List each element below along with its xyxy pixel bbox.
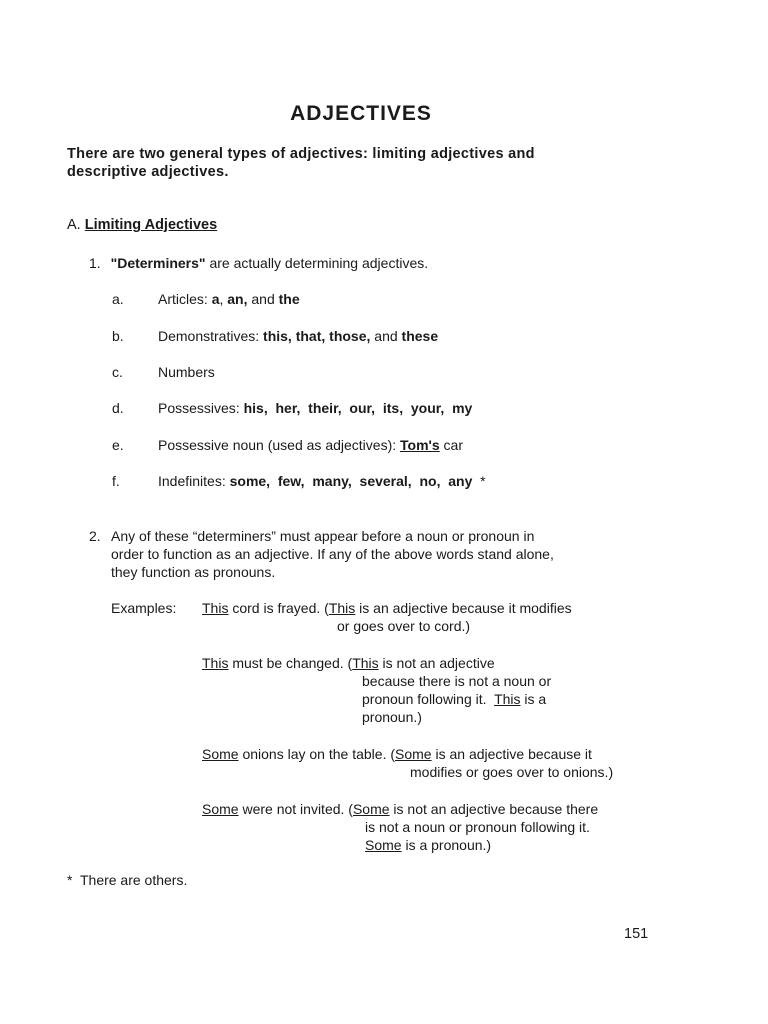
list-letter-f: f.	[112, 473, 120, 489]
list-item-text: Possessives:	[158, 400, 244, 416]
example-2-line-4: pronoun.)	[362, 709, 422, 725]
list-letter-d: d.	[112, 400, 124, 416]
example-word: This	[352, 655, 379, 671]
intro-line-1: There are two general types of adjectives: limiting adjectives and	[67, 146, 535, 162]
item-2-number: 2.	[89, 528, 101, 544]
example-4-line-1	[202, 800, 598, 818]
example-text: must be changed. (	[228, 655, 353, 671]
list-item-bold: Tom's	[400, 437, 440, 453]
list-item-possessive-noun	[158, 437, 463, 453]
example-text: is a pronoun.)	[401, 837, 492, 853]
example-text: is an adjective because it modifies	[355, 600, 572, 616]
example-1-line-1	[202, 599, 572, 617]
item-1-text: are actually determining adjectives.	[205, 255, 429, 271]
page-title: ADJECTIVES	[290, 102, 432, 125]
intro-paragraph	[67, 145, 535, 181]
example-word: This	[494, 691, 521, 707]
example-text: onions lay on the table. (	[238, 746, 396, 762]
example-text: is an adjective because it	[431, 746, 592, 762]
intro-line-2: descriptive adjectives.	[67, 164, 229, 180]
list-item-text: Numbers	[158, 364, 215, 380]
section-a-heading	[67, 217, 217, 233]
list-item-bold: his, her, their, our, its, your, my	[243, 400, 473, 416]
item-1-number: 1.	[89, 255, 101, 271]
example-3-line-1	[202, 745, 592, 763]
example-text: cord is frayed. (	[228, 600, 329, 616]
list-item-text: Articles:	[158, 291, 212, 307]
example-text: is not an adjective because there	[389, 801, 599, 817]
footnote-marker: *	[472, 473, 486, 489]
section-a-label: Limiting Adjectives	[84, 217, 218, 233]
example-text: is a	[520, 691, 547, 707]
example-4-line-3	[365, 836, 491, 854]
example-2-line-1	[202, 654, 495, 672]
example-word: Some	[202, 801, 239, 817]
list-letter-c: c.	[112, 364, 123, 380]
list-letter-b: b.	[112, 328, 124, 344]
item-1-bold: "Determiners"	[110, 255, 206, 271]
example-2-line-2: because there is not a noun or	[362, 673, 552, 689]
item-2-line: order to function as an adjective. If any of the above words stand alone,	[111, 546, 554, 562]
item-2-line: Any of these “determiners” must appear before a noun or pronoun in	[111, 528, 535, 544]
example-word: This	[328, 600, 356, 616]
list-item-bold: an,	[227, 291, 248, 307]
list-item-text: and	[247, 291, 279, 307]
example-word: This	[202, 655, 229, 671]
list-item-text: Indefinites:	[158, 473, 230, 489]
list-item-bold: the	[278, 291, 300, 307]
item-2-line: they function as pronouns.	[111, 564, 276, 580]
page-number: 151	[624, 926, 649, 942]
list-letter-a: a.	[112, 291, 124, 307]
list-item-text: and	[370, 328, 402, 344]
example-word: Some	[202, 746, 239, 762]
example-text: is not an adjective	[378, 655, 495, 671]
item-1	[89, 255, 428, 271]
list-item-text: car	[439, 437, 463, 453]
list-item-articles	[158, 291, 300, 307]
list-item-text: ,	[219, 291, 228, 307]
list-letter-e: e.	[112, 437, 124, 453]
list-item-possessives	[158, 400, 472, 416]
footnote: * There are others.	[67, 872, 188, 888]
examples-label: Examples:	[111, 600, 177, 616]
example-3-line-2: modifies or goes over to onions.)	[410, 764, 614, 780]
item-2-body	[111, 527, 611, 581]
list-item-text: Demonstratives:	[158, 328, 264, 344]
example-2-line-3	[362, 690, 546, 708]
list-item-bold: some, few, many, several, no, any	[229, 473, 473, 489]
example-1-line-2: or goes over to cord.)	[337, 618, 471, 634]
example-word: Some	[395, 746, 432, 762]
example-word: Some	[352, 801, 390, 817]
list-item-bold: these	[401, 328, 439, 344]
list-item-demonstratives	[158, 328, 438, 344]
example-text: were not invited. (	[238, 801, 353, 817]
list-item-text: Possessive noun (used as adjectives):	[158, 437, 401, 453]
example-word: This	[202, 600, 229, 616]
example-word: Some	[365, 837, 402, 853]
list-item-indefinites	[158, 473, 486, 489]
example-4-line-2: is not a noun or pronoun following it.	[365, 819, 590, 835]
example-text: pronoun following it.	[362, 691, 495, 707]
section-a-prefix: A.	[67, 217, 81, 233]
list-item-numbers	[158, 364, 215, 380]
list-item-bold: this, that, those,	[263, 328, 371, 344]
list-item-bold: a	[211, 291, 220, 307]
